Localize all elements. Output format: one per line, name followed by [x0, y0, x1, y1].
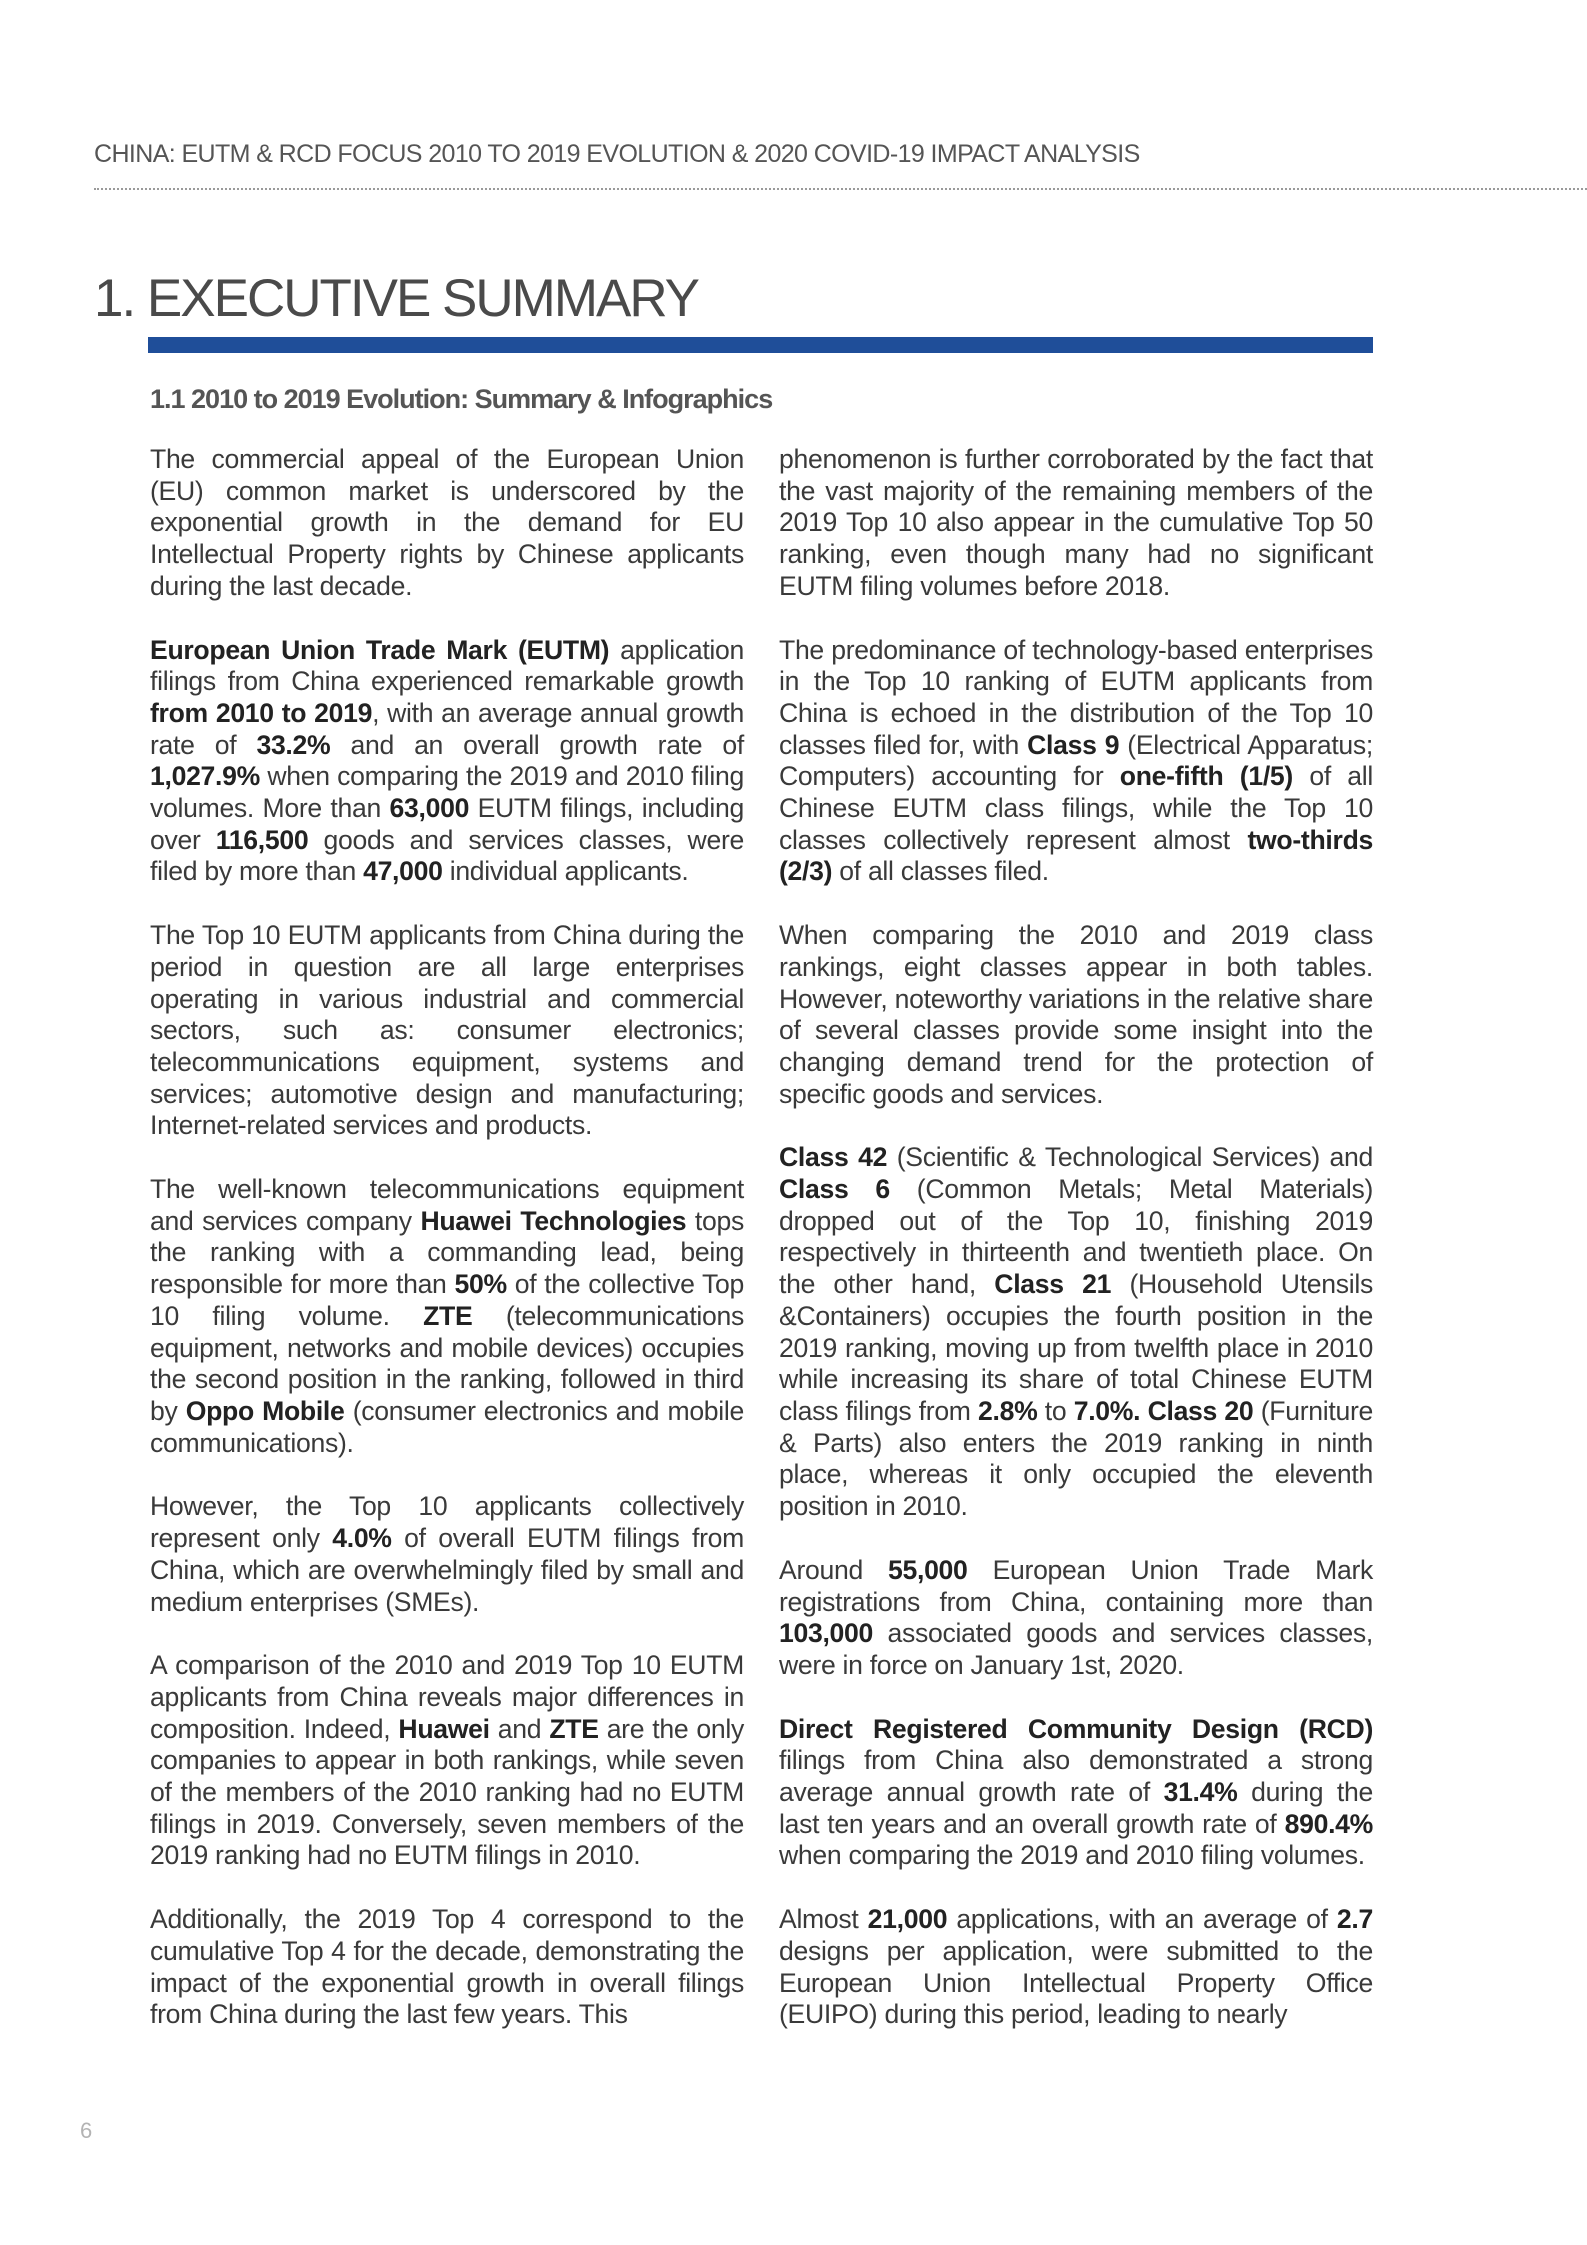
chapter-title: 1. EXECUTIVE SUMMARY: [94, 269, 698, 328]
text-run-bold: Class 42: [779, 1142, 888, 1173]
text-run: of all classes filed.: [832, 856, 1049, 887]
text-run: during the last ten years and an overall growth rate of: [779, 1777, 1373, 1839]
paragraph: [779, 1142, 1373, 1522]
text-run: Around: [779, 1554, 888, 1585]
text-run: European Union Trade Mark registrations from China, containing more than: [779, 1554, 1373, 1617]
paragraph: [150, 920, 744, 1142]
text-run: applications, with an average of: [947, 1904, 1337, 1935]
text-run-bold: Class 21: [994, 1269, 1112, 1300]
text-run-bold: one-fifth (1/5): [1119, 761, 1293, 792]
text-run: designs per application, were submitted to the European Union Intellectual Property Office (EUIPO) during this period, leading to nearly: [779, 1935, 1373, 2030]
text-run-bold: European Union Trade Mark (EUTM): [150, 634, 610, 665]
text-run-bold: Huawei: [398, 1713, 490, 1744]
text-run-bold: Huawei Technologies: [420, 1205, 687, 1236]
text-run-bold: 47,000: [363, 856, 443, 887]
text-run: of all Chinese EUTM class filings, while the Top 10 classes collectively represent almost: [779, 761, 1374, 855]
text-run-bold: 33.2%: [256, 729, 331, 760]
paragraph: [150, 444, 744, 603]
text-run: The Top 10 EUTM applicants from China during the period in question are all large enterprises operating in various industrial and commercial sectors, such as: consumer electronics; telecommunications equipment, systems and services; automotive design and manufacturing; Internet-related services and products.: [150, 920, 744, 1141]
text-run: (Furniture & Parts) also enters the 2019 ranking in ninth place, whereas it only occupied the eleventh position in 2010.: [779, 1395, 1373, 1522]
text-run: (Household Utensils &Containers) occupies the fourth position in the 2019 ranking, moving up from twelfth place in 2010 while increasing its share of total Chinese EUTM class filings from: [779, 1269, 1373, 1426]
text-run: individual applicants.: [442, 856, 689, 887]
paragraph: [779, 1904, 1373, 2031]
text-run: and: [489, 1713, 550, 1744]
text-run-bold: 116,500: [215, 824, 309, 855]
text-run: , with an average annual growth rate of: [150, 697, 744, 760]
text-run: (Electrical Apparatus; Computers) accounting for: [779, 729, 1373, 792]
section-heading: 1.1 2010 to 2019 Evolution: Summary & Infographics: [150, 384, 773, 414]
paragraph: [150, 1904, 744, 2031]
text-run: The well-known telecommunications equipment and services company: [150, 1174, 744, 1236]
text-run-bold: from 2010 to 2019: [150, 697, 373, 728]
text-run: and an overall growth rate of: [330, 729, 744, 760]
text-run-bold: 103,000: [779, 1618, 874, 1649]
text-run: application filings from China experienced remarkable growth: [150, 634, 744, 697]
text-run-bold: Class 9: [1027, 729, 1120, 760]
text-run: When comparing the 2010 and 2019 class rankings, eight classes appear in both tables. However, noteworthy variations in the relative share of several classes provide some insight into the changing demand trend for the protection of specific goods and services.: [779, 920, 1373, 1109]
text-run: of the collective Top 10 filing volume.: [150, 1269, 744, 1331]
text-run: filings from China also demonstrated a strong average annual growth rate of: [779, 1745, 1373, 1808]
text-run-bold: 31.4%: [1163, 1777, 1238, 1808]
text-run: Additionally, the 2019 Top 4 correspond to the cumulative Top 4 for the decade, demonstrating the impact of the exponential growth in overall filings from China during the last few years. This: [150, 1904, 744, 2030]
text-run: when comparing the 2019 and 2010 filing volumes. More than: [150, 761, 744, 824]
text-run: when comparing the 2019 and 2010 filing volumes.: [779, 1840, 1365, 1871]
text-run: (telecommunications equipment, networks and mobile devices) occupies the second position in the ranking, followed in third by: [150, 1300, 744, 1426]
text-run-bold: 7.0%. Class 20: [1073, 1395, 1254, 1426]
text-run-bold: 55,000: [888, 1554, 968, 1585]
text-run-bold: 21,000: [867, 1904, 948, 1935]
running-header: CHINA: EUTM & RCD FOCUS 2010 TO 2019 EVOLUTION & 2020 COVID-19 IMPACT ANALYSIS: [94, 140, 1140, 168]
text-run: associated goods and services classes, were in force on January 1st, 2020.: [779, 1618, 1373, 1680]
page-number: 6: [80, 2118, 93, 2143]
text-run-bold: Oppo Mobile: [185, 1395, 345, 1426]
paragraph: [779, 635, 1373, 889]
paragraph: [150, 1650, 744, 1872]
text-run: A comparison of the 2010 and 2019 Top 10 EUTM applicants from China reveals major differences in composition. Indeed,: [150, 1650, 744, 1744]
text-run-bold: two-thirds (2/3): [779, 824, 1373, 887]
paragraph: [150, 635, 744, 889]
header-divider: [94, 188, 1587, 190]
paragraph: [150, 1174, 744, 1459]
text-run-bold: Direct Registered Community Design (RCD): [779, 1713, 1373, 1744]
text-run-bold: 50%: [454, 1269, 507, 1300]
text-run: However, the Top 10 applicants collectively represent only: [150, 1491, 744, 1554]
text-run: goods and services classes, were filed by more than: [150, 824, 744, 887]
paragraph: [779, 1555, 1373, 1682]
text-run-bold: ZTE: [549, 1713, 599, 1744]
text-run: (consumer electronics and mobile communications).: [150, 1395, 745, 1458]
text-run: (Scientific & Technological Services) and: [887, 1142, 1373, 1173]
text-run-bold: 4.0%: [332, 1523, 392, 1554]
text-run: of overall EUTM filings from China, which are overwhelmingly filed by small and medium enterprises (SMEs).: [150, 1523, 744, 1617]
paragraph: [150, 1491, 744, 1618]
text-run-bold: 2.8%: [978, 1395, 1038, 1426]
text-run: tops the ranking with a commanding lead, being responsible for more than: [150, 1205, 744, 1300]
text-run: (Common Metals; Metal Materials) dropped out of the Top 10, finishing 2019 respectively in thirteenth and twentieth place. On the other hand,: [779, 1174, 1373, 1300]
text-run: The commercial appeal of the European Union (EU) common market is underscored by the exponential growth in the demand for EU Intellectual Property rights by Chinese applicants during the last decade.: [150, 444, 744, 601]
text-run: The predominance of technology-based enterprises in the Top 10 ranking of EUTM applicants from China is echoed in the distribution of the Top 10 classes filed for, with: [779, 634, 1373, 760]
text-run-bold: Class 6: [779, 1174, 890, 1205]
paragraph: [779, 1714, 1373, 1873]
paragraph: [779, 444, 1373, 603]
text-run: are the only companies to appear in both rankings, while seven of the members of the 2010 ranking had no EUTM filings in 2019. Conversely, seven members of the 2019 ranking had no EUTM filings in 2010.: [150, 1713, 744, 1871]
text-run-bold: 1,027.9%: [150, 761, 260, 792]
text-run: to: [1037, 1395, 1074, 1426]
text-run: Almost: [779, 1904, 868, 1935]
right-text-column: [779, 444, 1373, 2063]
text-run-bold: 63,000: [389, 793, 470, 824]
paragraph: [779, 920, 1373, 1110]
left-text-column: [150, 444, 744, 2063]
title-accent-bar: [148, 337, 1373, 353]
text-run-bold: 890.4%: [1284, 1808, 1373, 1839]
text-run-bold: ZTE: [423, 1300, 473, 1331]
text-run-bold: 2.7: [1336, 1904, 1373, 1935]
text-run: phenomenon is further corroborated by the fact that the vast majority of the remaining members of the 2019 Top 10 also appear in the cumulative Top 50 ranking, even though many had no significant EUTM filing volumes before 2018.: [779, 444, 1373, 601]
text-run: EUTM filings, including over: [150, 793, 744, 855]
